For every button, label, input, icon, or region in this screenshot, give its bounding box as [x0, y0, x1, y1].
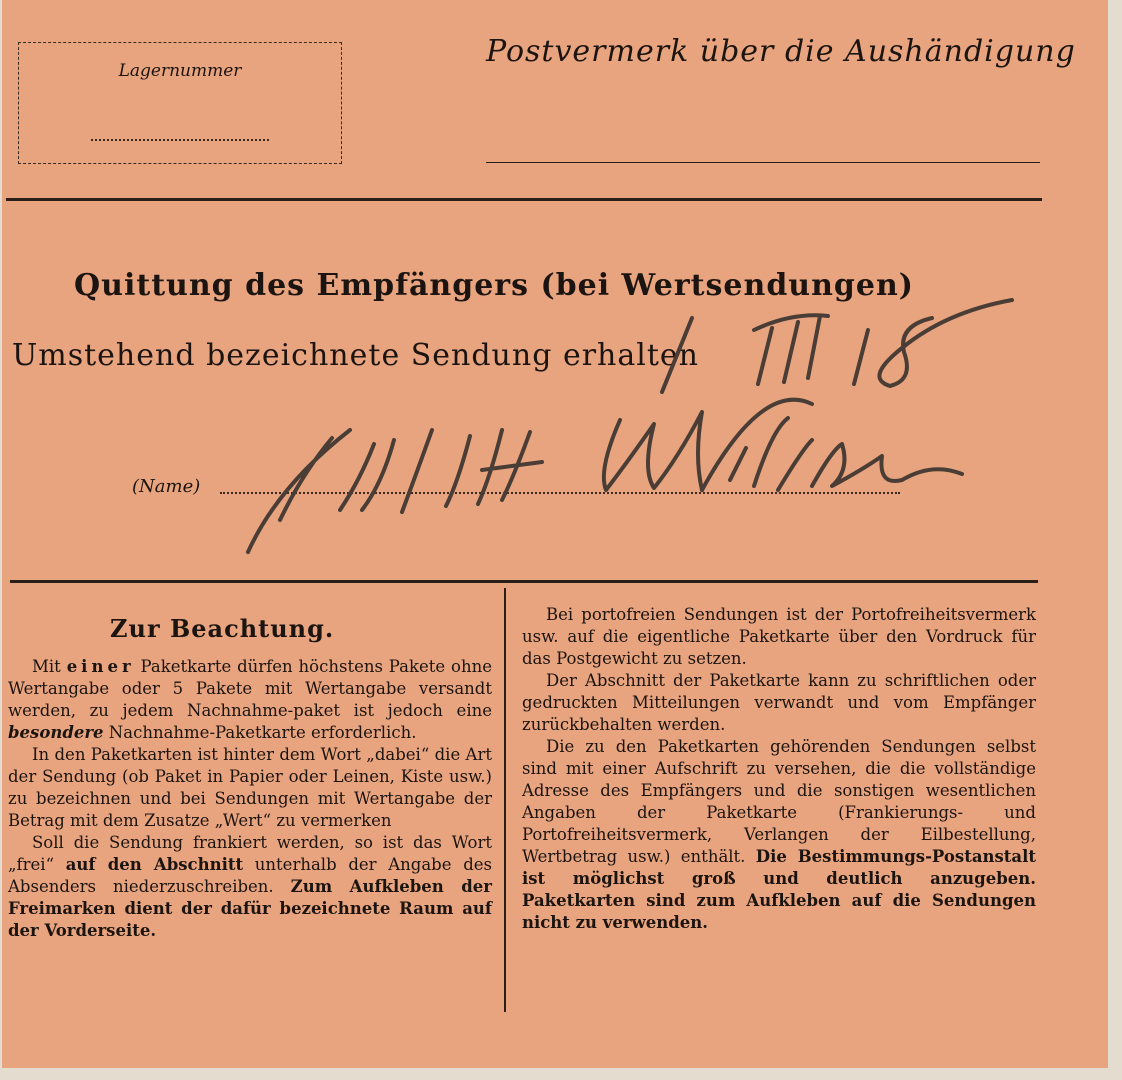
beachtung-left-column: [8, 656, 492, 942]
right-paragraph-1: Bei portofreien Sendungen ist der Portofreiheitsvermerk usw. auf die eigentliche Paketkarte über den Vordruck für das Postgewicht zu setzen.: [522, 605, 1036, 668]
text-run-bold: auf den Abschnitt: [65, 855, 244, 874]
beachtung-paragraph-3: [8, 832, 492, 942]
text-run: Die zu den Paketkarten gehörenden Sendungen selbst sind mit einer Aufschrift zu versehen, die die vollständige Adresse des Empfängers und die sonstigen wesentlichen Angaben der Paketkarte (Frankierungs- und Portofreiheitsvermerk, Verlangen der Eilbestellung, Wertbetrag usw.) enthält.: [522, 737, 1036, 866]
beachtung-paragraph-1: [8, 656, 492, 744]
text-run-bold: Die Bestimmungs-Postanstalt ist möglichst groß und deutlich anzugeben. Paketkarten sind zum Aufkleben auf die Sendungen nicht zu verwenden.: [522, 847, 1036, 932]
received-statement: Umstehend bezeichnete Sendung erhalten: [12, 338, 699, 373]
handwritten-date: [662, 300, 1012, 392]
text-run-bold: Zum Aufkleben der Freimarken dient der dafür bezeichnete Raum auf der Vorderseite.: [8, 877, 492, 940]
quittung-title: Quittung des Empfängers (bei Wertsendungen): [74, 268, 914, 303]
postvermerk-heading: Postvermerk über die Aushändigung: [486, 34, 1076, 69]
beachtung-right-column: [522, 604, 1036, 934]
parcel-card-back: [2, 0, 1108, 1068]
column-divider: [504, 588, 506, 1012]
handwritten-name: [248, 400, 962, 552]
name-label: (Name): [132, 476, 201, 497]
right-paragraph-2: Der Abschnitt der Paketkarte kann zu schriftlichen oder gedruckten Mitteilungen verwandt und vom Empfänger zurückbehalten werden.: [522, 671, 1036, 734]
text-run-emphasis: besondere: [8, 723, 104, 742]
text-run: Nachnahme-Paketkarte erforderlich.: [103, 723, 417, 742]
beachtung-title: Zur Beachtung.: [110, 614, 335, 643]
text-run: Soll die Sendung frankiert werden, so ist das Wort „frei“: [8, 833, 492, 874]
lagernummer-label: Lagernummer: [118, 61, 242, 81]
beachtung-paragraph-2: In den Paketkarten ist hinter dem Wort „dabei“ die Art der Sendung (ob Paket in Papier oder Leinen, Kiste usw.) zu bezeichnen und bei Sendungen mit Wertangabe der Betrag mit dem Zusatze „Wert“ zu vermerken: [8, 745, 492, 830]
text-run: Paketkarte dürfen höchstens Pakete ohne Wertangabe oder 5 Pakete mit Wertangabe versandt werden, zu jedem Nachnahme-paket ist jedoch eine: [8, 657, 492, 720]
text-run-spaced: einer: [66, 657, 135, 676]
right-paragraph-3: [522, 736, 1036, 934]
divider-middle: [10, 580, 1038, 583]
text-run: Mit: [32, 657, 67, 676]
text-run: unterhalb der Angabe des Absenders niederzuschreiben.: [8, 855, 493, 896]
